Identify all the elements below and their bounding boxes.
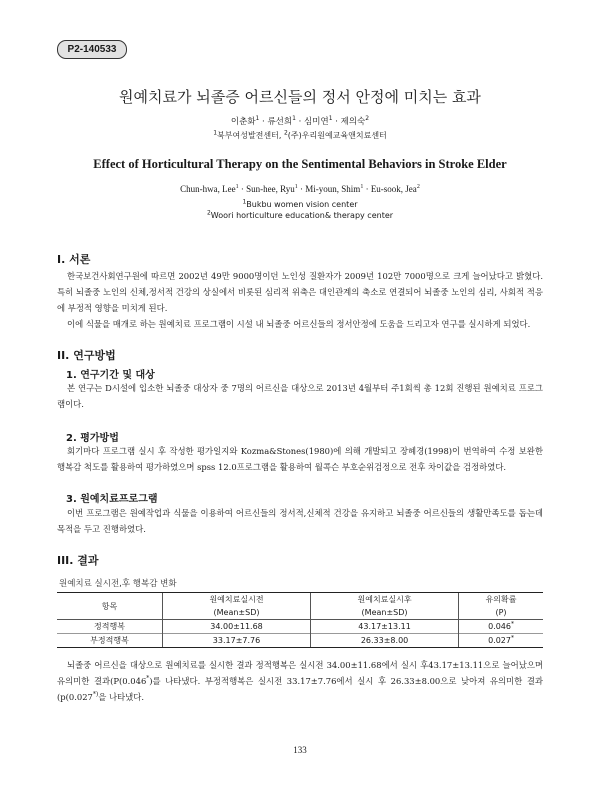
author-sup: 1: [292, 115, 296, 123]
header-p-sub: (P): [459, 606, 543, 620]
author-name: Chun-hwa, Lee: [180, 184, 236, 194]
page-number: 133: [293, 745, 307, 755]
author-separator: ·: [259, 117, 268, 127]
author-name: Sun-hee, Ryu: [246, 184, 295, 194]
author-separator: ·: [297, 184, 306, 194]
results-text: 을 나타냈다.: [98, 692, 144, 702]
significance-mark: *: [510, 620, 514, 628]
header-p: 유의확률: [459, 593, 543, 607]
table-row: [57, 634, 543, 648]
paragraph-program: 이번 프로그램은 원예작업과 식물을 이용하여 어르신들의 정서적,신체적 건강을 유지하고 뇌졸중 어르신들의 생활만족도를 돕는데 목적을 두고 진행하였다.: [57, 508, 543, 534]
cell-p: [459, 634, 543, 648]
header-pre: 원예치료실시전: [163, 593, 311, 607]
author-sup: 1: [294, 184, 298, 190]
subheading-program: 3. 원예치료프로그램: [66, 494, 158, 505]
title-english: Effect of Horticultural Therapy on the Sentimental Behaviors in Stroke Elder: [93, 157, 507, 171]
subheading-evaluation: 2. 평가방법: [66, 433, 119, 444]
author-name: Mi-youn, Shim: [305, 184, 361, 194]
affiliation-korean: [0, 130, 600, 141]
results-text: )를 나타냈다. 부정적행복은 실시전 33.17±7.76에서 실시 후 26.33±8.00으로 낮아져 유의미한 결과(p(0.027: [57, 676, 543, 702]
author-name: 류선희: [267, 117, 293, 127]
author-name: 이춘화: [230, 117, 256, 127]
paragraph-intro-2: 이에 식물을 매개로 하는 원예치료 프로그램이 시설 내 뇌졸중 어르신들의 정서안정에 도움을 드리고자 연구를 실시하게 되었다.: [67, 319, 531, 329]
author-separator: ·: [238, 184, 247, 194]
author-separator: ·: [363, 184, 371, 194]
affiliation-english-2: [0, 211, 600, 220]
cell-item: 부정적행복: [57, 634, 163, 648]
affiliation-text: 북부여성발전센터,: [217, 131, 284, 140]
header-post-sub: (Mean±SD): [311, 606, 459, 620]
affiliation-text: (주)우리원예교육앤치료센터: [287, 131, 387, 140]
affiliation-sup: 1: [213, 129, 218, 137]
author-sup: 1: [235, 184, 239, 190]
author-name: Eu-sook, Jea: [370, 184, 417, 194]
cell-pre: 33.17±7.76: [163, 634, 311, 648]
author-sup: 1: [328, 115, 333, 123]
paragraph-intro-1: 한국보건사회연구원에 따르면 2002년 49만 9000명이던 노인성 질환자가 2009년 102만 7000명으로 크게 늘어났다고 밝혔다. 특히 뇌졸중 노인의 신체,정서적 건강의 상실에서 비롯된 심리적 위축은 대인관계의 축소로 연결되어 뇌졸중 노인의 심리, 사회적 적응에 부정적 영향을 미치게 된다.: [57, 271, 543, 313]
paragraph-period: 본 연구는 D시설에 입소한 뇌졸중 대상자 중 7명의 어르신을 대상으로 2013년 4월부터 주1회씩 총 12회 진행된 원예치료 프로그램이다.: [57, 383, 543, 409]
cell-item: 정적행복: [94, 622, 125, 631]
author-name: 제의숙: [340, 117, 366, 127]
paragraph-results: [57, 657, 543, 705]
affiliation-sup: 1: [242, 198, 247, 206]
table-row: [57, 620, 543, 634]
section-heading-results: III. 결과: [57, 554, 99, 567]
p-value: 0.027: [488, 636, 511, 645]
author-separator: ·: [332, 117, 341, 127]
header-item: 항목: [57, 593, 163, 620]
author-sup: 2: [365, 115, 370, 123]
authors-korean: [0, 115, 600, 127]
cell-pre: 34.00±11.68: [163, 620, 311, 634]
cell-post: 26.33±8.00: [311, 634, 459, 648]
results-table: [57, 592, 543, 648]
authors-english: [0, 184, 600, 194]
results-text: 뇌졸중 어르신을 대상으로 원예치료를 실시한 결과 정적행복은 실시전 34.00±11.68에서 실시 후43.17±13.11으로 늘어났으며 유의미한 결과(P(0.046: [57, 660, 543, 686]
affiliation-text: Woori horticulture education& therapy center: [210, 211, 394, 220]
author-sup: 1: [360, 184, 364, 190]
cell-p: [459, 620, 543, 634]
section-heading-intro: I. 서론: [57, 253, 91, 266]
paragraph-evaluation: 회기마다 프로그램 실시 후 작성한 평가일지와 Kozma&Stones(1980)에 의해 개발되고 장혜경(1998)이 번역하여 수정 보완한 행복감 척도를 활용하여 평가하였으며 spss 12.0프로그램을 활용하여 월콕슨 부호순위검정으로 전후 차이값을 검정하였다.: [57, 446, 543, 472]
affiliation-sup: 2: [283, 129, 288, 137]
significance-mark: *: [510, 634, 514, 642]
affiliation-text: Bukbu women vision center: [246, 200, 358, 209]
author-name: 심미연: [304, 117, 329, 127]
affiliation-sup: 2: [206, 209, 211, 217]
significance-mark: *: [146, 675, 150, 683]
cell-post: 43.17±13.11: [311, 620, 459, 634]
author-separator: ·: [295, 117, 305, 127]
section-heading-methods: II. 연구방법: [57, 349, 116, 362]
table-caption: 원예치료 실시전,후 행복감 변화: [59, 579, 177, 589]
author-sup: 2: [416, 184, 420, 190]
header-pre-sub: (Mean±SD): [163, 606, 311, 620]
p-value: 0.046: [488, 622, 511, 631]
author-sup: 1: [255, 115, 260, 123]
affiliation-english-1: [0, 200, 600, 209]
header-post: 원예치료실시후: [311, 593, 459, 607]
subheading-period: 1. 연구기간 및 대상: [66, 370, 155, 381]
paper-id-badge: P2-140533: [57, 40, 127, 59]
significance-mark: *): [92, 691, 99, 699]
title-korean: 원예치료가 뇌졸증 어르신들의 정서 안정에 미치는 효과: [119, 88, 481, 106]
